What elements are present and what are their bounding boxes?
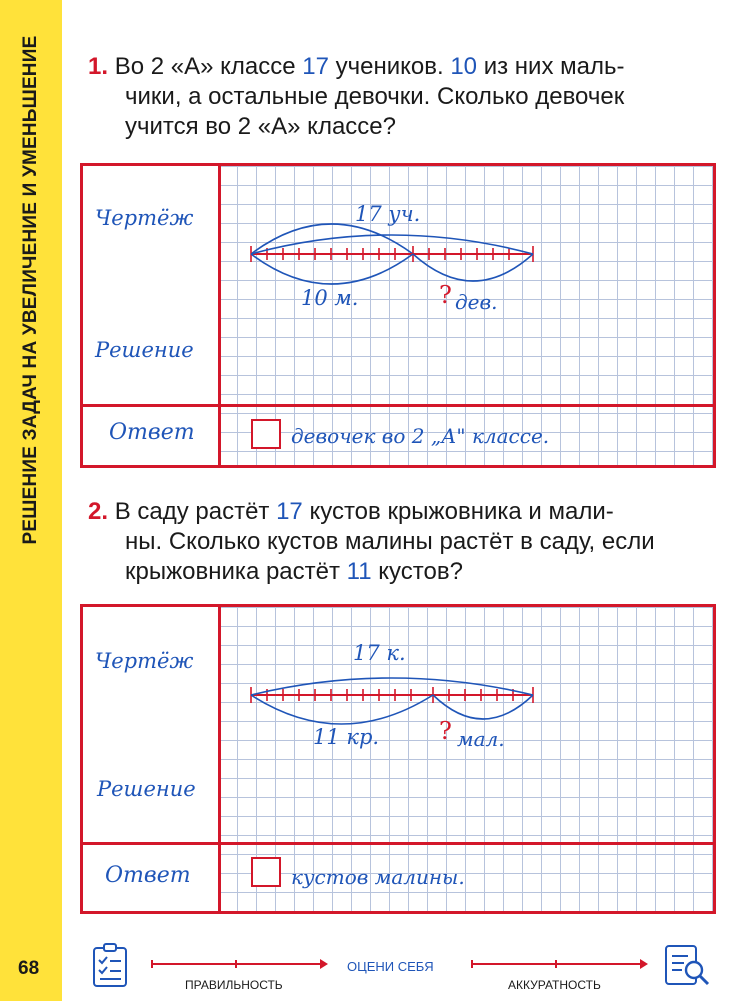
task1-text-part: из них маль- bbox=[477, 53, 625, 80]
task1-line3: учится во 2 «А» классе? bbox=[125, 113, 396, 140]
page-number: 68 bbox=[18, 958, 40, 979]
total-arc bbox=[251, 678, 533, 695]
task1-unknown-label: дев. bbox=[455, 290, 498, 314]
task2-answer-input[interactable] bbox=[251, 857, 281, 887]
task2-answer-text: кустов малины. bbox=[291, 865, 465, 889]
self-check-title: ОЦЕНИ СЕБЯ bbox=[347, 959, 434, 974]
total-arc bbox=[251, 235, 533, 254]
unknown-part-brace bbox=[433, 695, 533, 719]
task2-line2: ны. Сколько кустов малины растёт в саду, если bbox=[125, 528, 655, 555]
task1-line2: чики, а остальные девочки. Сколько девочек bbox=[125, 83, 625, 110]
task2-known-label: 11 кр. bbox=[313, 725, 380, 749]
known-part-brace bbox=[251, 254, 413, 284]
checklist-icon bbox=[92, 942, 132, 990]
answer-label: Ответ bbox=[109, 420, 195, 445]
task2-unknown-label: мал. bbox=[457, 727, 505, 751]
task1-box bbox=[80, 163, 716, 468]
task2-text-part: крыжовника растёт bbox=[125, 558, 347, 585]
task1-answer-text: девочек во 2 „А" классе. bbox=[291, 424, 550, 448]
task1-number-boys: 10 bbox=[450, 53, 478, 80]
task2-question-mark: ? bbox=[439, 717, 452, 745]
task2-total-label: 17 к. bbox=[353, 641, 406, 665]
task2-number-gooseberry: 11 bbox=[346, 558, 372, 585]
task1-answer-input[interactable] bbox=[251, 419, 281, 449]
neatness-label: АККУРАТНОСТЬ bbox=[508, 978, 601, 992]
task2-number: 2. bbox=[88, 498, 109, 525]
neatness-arrow bbox=[470, 958, 650, 970]
task1-text-part: учеников. bbox=[328, 53, 451, 80]
drawing-label: Чертёж bbox=[95, 206, 194, 230]
task2-text-part: кустов? bbox=[371, 558, 463, 585]
task2-text-part: кустов крыжовника и мали- bbox=[302, 498, 614, 525]
known-part-brace bbox=[251, 695, 433, 724]
solution-label: Решение bbox=[95, 338, 194, 362]
task1-question-mark: ? bbox=[439, 281, 452, 309]
task2-number-total: 17 bbox=[276, 498, 303, 525]
task1-number: 1. bbox=[88, 53, 109, 80]
task1-known-label: 10 м. bbox=[301, 286, 359, 310]
answer-label: Ответ bbox=[105, 863, 191, 888]
unknown-part-brace bbox=[413, 254, 533, 281]
task2-text-part: В саду растёт bbox=[114, 498, 277, 525]
task2-answer-row bbox=[83, 842, 713, 911]
section-title: РЕШЕНИЕ ЗАДАЧ НА УВЕЛИЧЕНИЕ И УМЕНЬШЕНИЕ bbox=[20, 35, 41, 545]
task2-text bbox=[88, 497, 655, 587]
task1-text bbox=[88, 52, 624, 142]
correctness-arrow bbox=[150, 958, 330, 970]
drawing-label: Чертёж bbox=[95, 649, 194, 673]
correctness-label: ПРАВИЛЬНОСТЬ bbox=[185, 978, 283, 992]
sidebar bbox=[0, 0, 62, 1001]
solution-label: Решение bbox=[97, 777, 196, 801]
task1-text-part: Во 2 «А» классе bbox=[114, 53, 303, 80]
task1-number-total: 17 bbox=[302, 53, 329, 80]
task1-answer-row bbox=[83, 404, 713, 465]
task2-box bbox=[80, 604, 716, 914]
magnifier-document-icon bbox=[664, 942, 712, 990]
task1-total-label: 17 уч. bbox=[355, 202, 421, 226]
